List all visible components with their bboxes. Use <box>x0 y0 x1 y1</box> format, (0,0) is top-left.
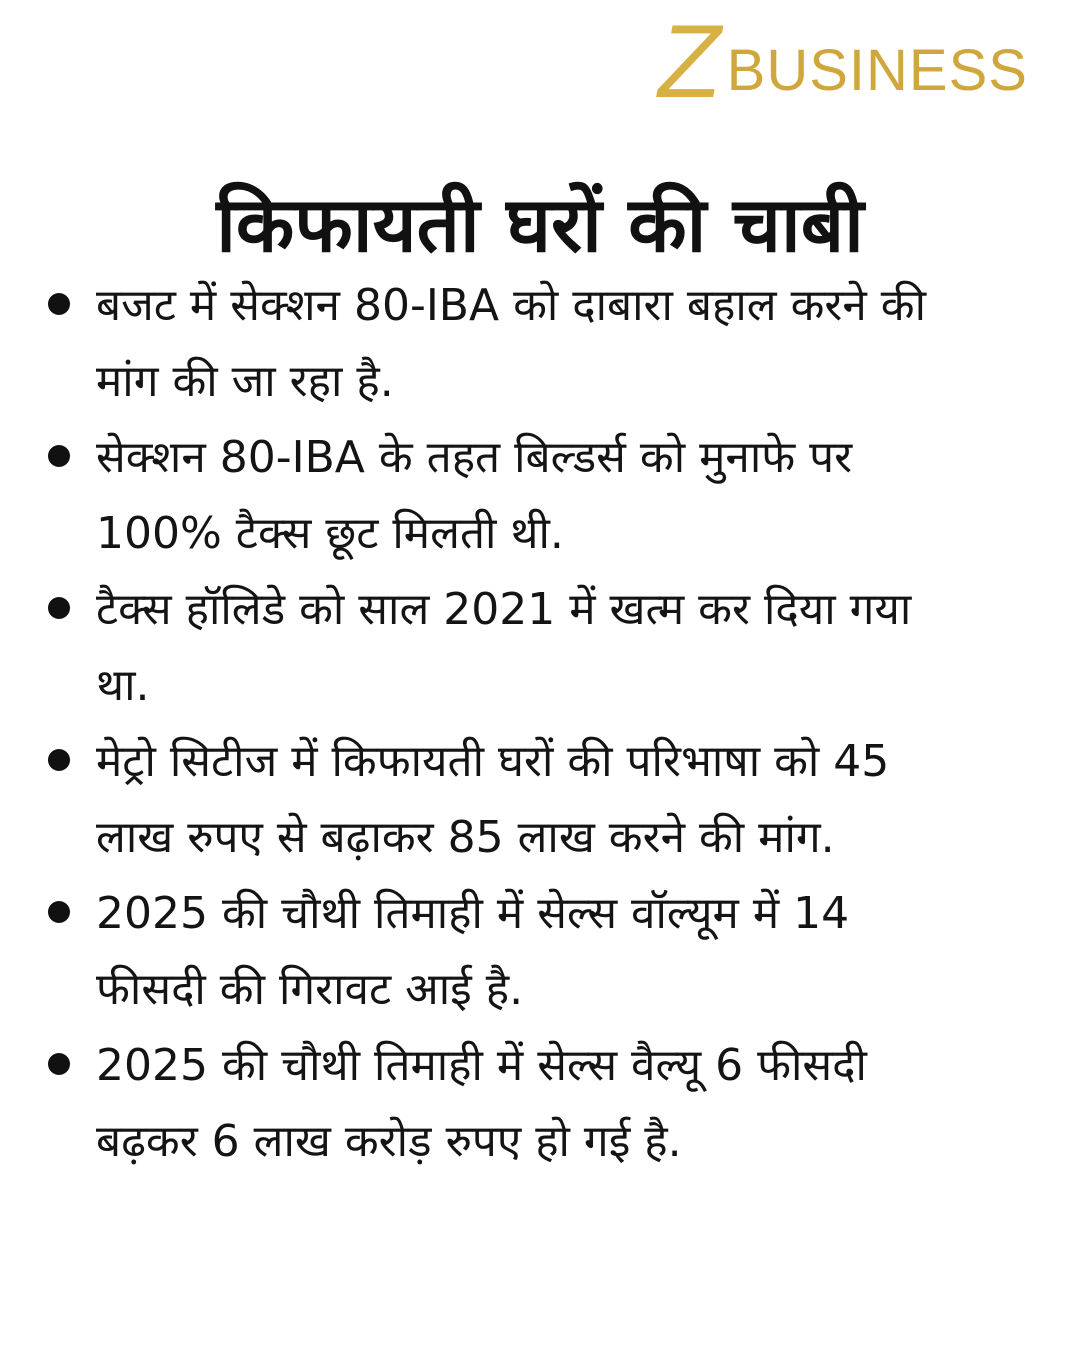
bullet-icon <box>48 597 70 619</box>
list-item <box>48 1028 938 1180</box>
brand-logo-letter: Z <box>648 4 733 120</box>
bullet-list <box>48 268 938 1180</box>
list-item <box>48 876 938 1028</box>
list-item <box>48 572 938 724</box>
bullet-icon <box>48 901 70 923</box>
bullet-text: 2025 की चौथी तिमाही में सेल्स वैल्यू 6 फीसदी बढ़कर 6 लाख करोड़ रुपए हो गई है. <box>96 1040 867 1167</box>
page-title: किफायती घरों की चाबी <box>216 179 864 269</box>
list-item <box>48 724 938 876</box>
bullet-text: टैक्स हॉलिडे को साल 2021 में खत्म कर दिया गया था. <box>96 584 912 711</box>
bullet-icon <box>48 445 70 467</box>
bullet-text: 2025 की चौथी तिमाही में सेल्स वॉल्यूम में 14 फीसदी की गिरावट आई है. <box>96 888 850 1015</box>
brand-logo-word: BUSINESS <box>726 38 1028 103</box>
bullet-text: सेक्शन 80-IBA के तहत बिल्डर्स को मुनाफे पर 100% टैक्स छूट मिलती थी. <box>96 432 853 559</box>
bullet-icon <box>48 1053 70 1075</box>
list-item <box>48 268 938 420</box>
bullet-icon <box>48 293 70 315</box>
bullet-text: बजट में सेक्शन 80-IBA को दाबारा बहाल करने की मांग की जा रहा है. <box>96 280 926 407</box>
bullet-icon <box>48 749 70 771</box>
list-item <box>48 420 938 572</box>
bullet-text: मेट्रो सिटीज में किफायती घरों की परिभाषा को 45 लाख रुपए से बढ़ाकर 85 लाख करने की मांग. <box>96 736 890 863</box>
brand-logo <box>648 4 1028 120</box>
